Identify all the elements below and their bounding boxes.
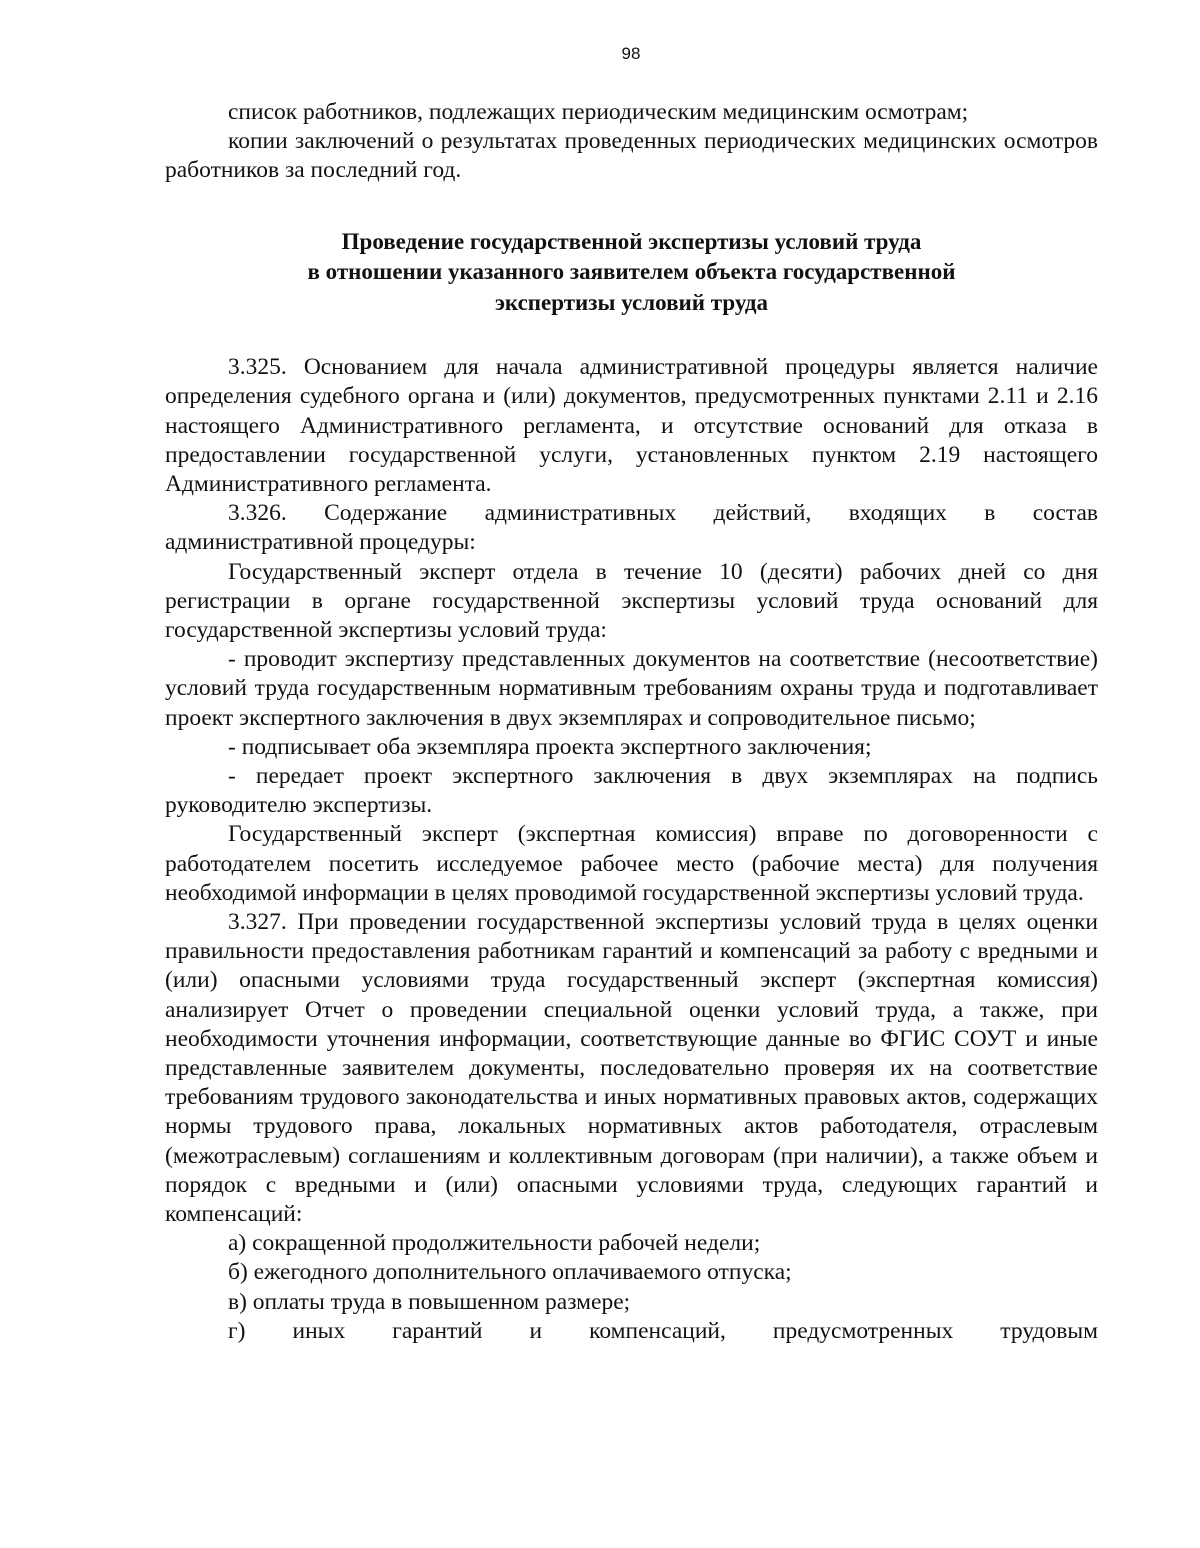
paragraph-expert-actions: Государственный эксперт отдела в течение 10 (десяти) рабочих дней со дня регистрации в органе государственной экспертизы условий труда оснований для государственной экспертизы условий труда: — [165, 558, 1098, 643]
spacer — [165, 318, 1098, 353]
paragraph-3-325: 3.325. Основанием для начала административной процедуры является наличие определения судебного органа и (или) документов, предусмотренных пунктами 2.11 и 2.16 настоящего Административного регламента, и отсутствие оснований для отказа в предоставлении государственной услуги, установленных пунктом 2.19 настоящего Административного регламента. — [165, 354, 1098, 497]
paragraph-3-326: 3.326. Содержание административных действий, входящих в состав административной процедуры: — [165, 500, 1098, 556]
list-item: в) оплаты труда в повышенном размере; — [228, 1288, 631, 1315]
list-item: - передает проект экспертного заключения в двух экземплярах на подпись руководителю экспертизы. — [165, 762, 1098, 819]
intro-paragraph: список работников, подлежащих периодическим медицинским осмотрам; — [228, 99, 969, 125]
section-heading-line: в отношении указанного заявителем объекта государственной — [307, 259, 956, 285]
list-item: г) иных гарантий и компенсаций, предусмотренных трудовым — [228, 1317, 1098, 1344]
section-heading-line: Проведение государственной экспертизы условий труда — [341, 228, 922, 254]
page-number: 98 — [621, 44, 641, 63]
section-heading-line: экспертизы условий труда — [494, 289, 769, 315]
list-item: - подписывает оба экземпляра проекта экспертного заключения; — [228, 733, 872, 760]
paragraph-3-327: 3.327. При проведении государственной экспертизы условий труда в целях оценки правильности предоставления работникам гарантий и компенсаций за работу с вредными и (или) опасными условиями труда государственный эксперт (экспертная комиссия) анализирует Отчет о проведении специальной оценки условий труда, а также, при необходимости уточнения информации, соответствующие данные во ФГИС СОУТ и иные представленные заявителем документы, последовательно проверяя их на соответствие требованиям трудового законодательства и иных нормативных правовых актов, содержащих нормы трудового права, локальных нормативных актов работодателя, отраслевым (межотраслевым) соглашениям и коллективным договорам (при наличии), а также объем и порядок с вредными и (или) опасными условиями труда, следующих гарантий и компенсаций: — [165, 908, 1098, 1227]
list-item: - проводит экспертизу представленных документов на соответствие (несоответствие) условий труда государственным нормативным требованиям охраны труда и подготавливает проект экспертного заключения в двух экземплярах и сопроводительное письмо; — [165, 646, 1098, 731]
document-body — [165, 98, 1098, 1346]
list-item: а) сокращенной продолжительности рабочей недели; — [228, 1230, 761, 1257]
intro-paragraph: копии заключений о результатах проведенных периодических медицинских осмотров работников за последний год. — [165, 128, 1098, 184]
list-item: б) ежегодного дополнительного оплачиваемого отпуска; — [228, 1259, 792, 1286]
spacer — [165, 186, 1098, 227]
paragraph-site-visit: Государственный эксперт (экспертная комиссия) вправе по договоренности с работодателем посетить исследуемое рабочее место (рабочие места) для получения необходимой информации в целях проводимой государственной экспертизы условий труда. — [165, 821, 1098, 906]
